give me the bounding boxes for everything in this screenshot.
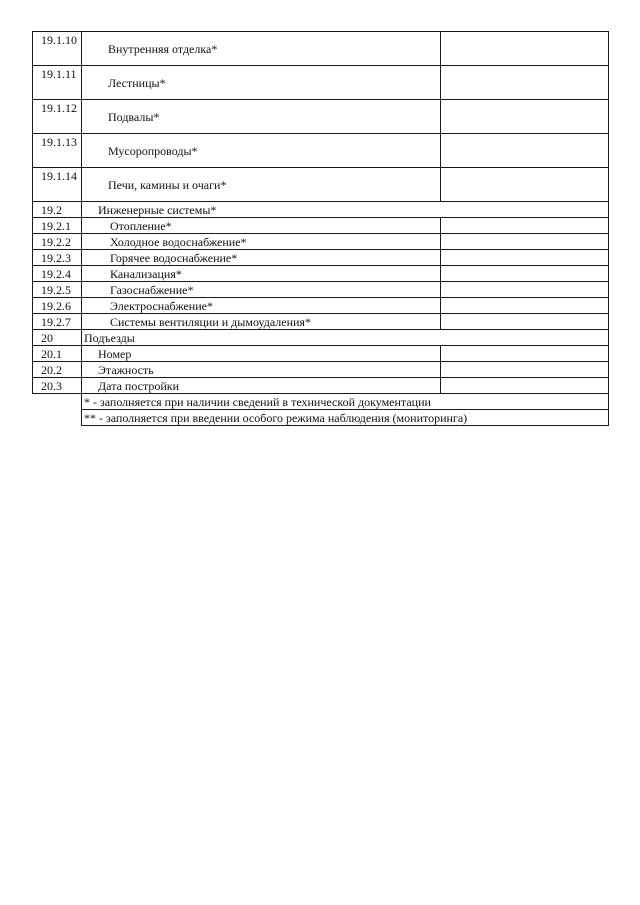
footnote-spacer	[33, 394, 82, 410]
row-number: 19.2	[33, 202, 82, 218]
row-number: 19.1.14	[33, 168, 82, 202]
building-passport-table	[32, 31, 609, 426]
row-label: Горячее водоснабжение*	[82, 250, 441, 266]
row-value-cell	[441, 362, 609, 378]
table-row	[33, 234, 609, 250]
footnote-text: ** - заполняется при введении особого режима наблюдения (мониторинга)	[82, 410, 609, 426]
row-value-cell	[441, 100, 609, 134]
row-number: 19.1.11	[33, 66, 82, 100]
row-label: Дата постройки	[82, 378, 441, 394]
table-row	[33, 66, 609, 100]
table-row	[33, 362, 609, 378]
footnote-text: * - заполняется при наличии сведений в технической документации	[82, 394, 609, 410]
row-value-cell	[441, 234, 609, 250]
row-value-cell	[441, 66, 609, 100]
row-number: 20.2	[33, 362, 82, 378]
row-value-cell	[441, 250, 609, 266]
row-number: 19.2.4	[33, 266, 82, 282]
row-number: 19.1.10	[33, 32, 82, 66]
row-label: Внутренняя отделка*	[82, 32, 441, 66]
table-row	[33, 168, 609, 202]
row-number: 20	[33, 330, 82, 346]
row-label: Отопление*	[82, 218, 441, 234]
row-label: Мусоропроводы*	[82, 134, 441, 168]
row-label: Печи, камины и очаги*	[82, 168, 441, 202]
row-value-cell	[441, 346, 609, 362]
table-row	[33, 266, 609, 282]
row-value-cell	[441, 314, 609, 330]
row-value-cell	[441, 378, 609, 394]
row-number: 19.2.7	[33, 314, 82, 330]
row-label: Лестницы*	[82, 66, 441, 100]
footnote-row	[33, 410, 609, 426]
row-number: 19.2.5	[33, 282, 82, 298]
row-value-cell	[441, 218, 609, 234]
row-value-cell	[441, 282, 609, 298]
table-row	[33, 218, 609, 234]
table-row	[33, 100, 609, 134]
row-value-cell	[441, 168, 609, 202]
table-row	[33, 298, 609, 314]
row-value-cell	[441, 298, 609, 314]
section-label: Инженерные системы*	[82, 202, 609, 218]
footnote-spacer	[33, 410, 82, 426]
section-label: Подъезды	[82, 330, 609, 346]
row-number: 20.1	[33, 346, 82, 362]
row-label: Подвалы*	[82, 100, 441, 134]
table-row	[33, 32, 609, 66]
table-row-section	[33, 330, 609, 346]
row-label: Газоснабжение*	[82, 282, 441, 298]
footnote-row	[33, 394, 609, 410]
row-number: 19.2.2	[33, 234, 82, 250]
row-label: Системы вентиляции и дымоудаления*	[82, 314, 441, 330]
row-label: Номер	[82, 346, 441, 362]
table-row	[33, 282, 609, 298]
row-label: Электроснабжение*	[82, 298, 441, 314]
row-number: 19.1.13	[33, 134, 82, 168]
row-number: 19.2.3	[33, 250, 82, 266]
row-number: 19.2.6	[33, 298, 82, 314]
table-row	[33, 378, 609, 394]
table-row	[33, 314, 609, 330]
row-label: Холодное водоснабжение*	[82, 234, 441, 250]
row-number: 20.3	[33, 378, 82, 394]
row-value-cell	[441, 266, 609, 282]
table-row	[33, 250, 609, 266]
table-row	[33, 346, 609, 362]
table-row-section	[33, 202, 609, 218]
table-row	[33, 134, 609, 168]
row-value-cell	[441, 32, 609, 66]
row-number: 19.1.12	[33, 100, 82, 134]
row-value-cell	[441, 134, 609, 168]
row-label: Этажность	[82, 362, 441, 378]
row-label: Канализация*	[82, 266, 441, 282]
row-number: 19.2.1	[33, 218, 82, 234]
